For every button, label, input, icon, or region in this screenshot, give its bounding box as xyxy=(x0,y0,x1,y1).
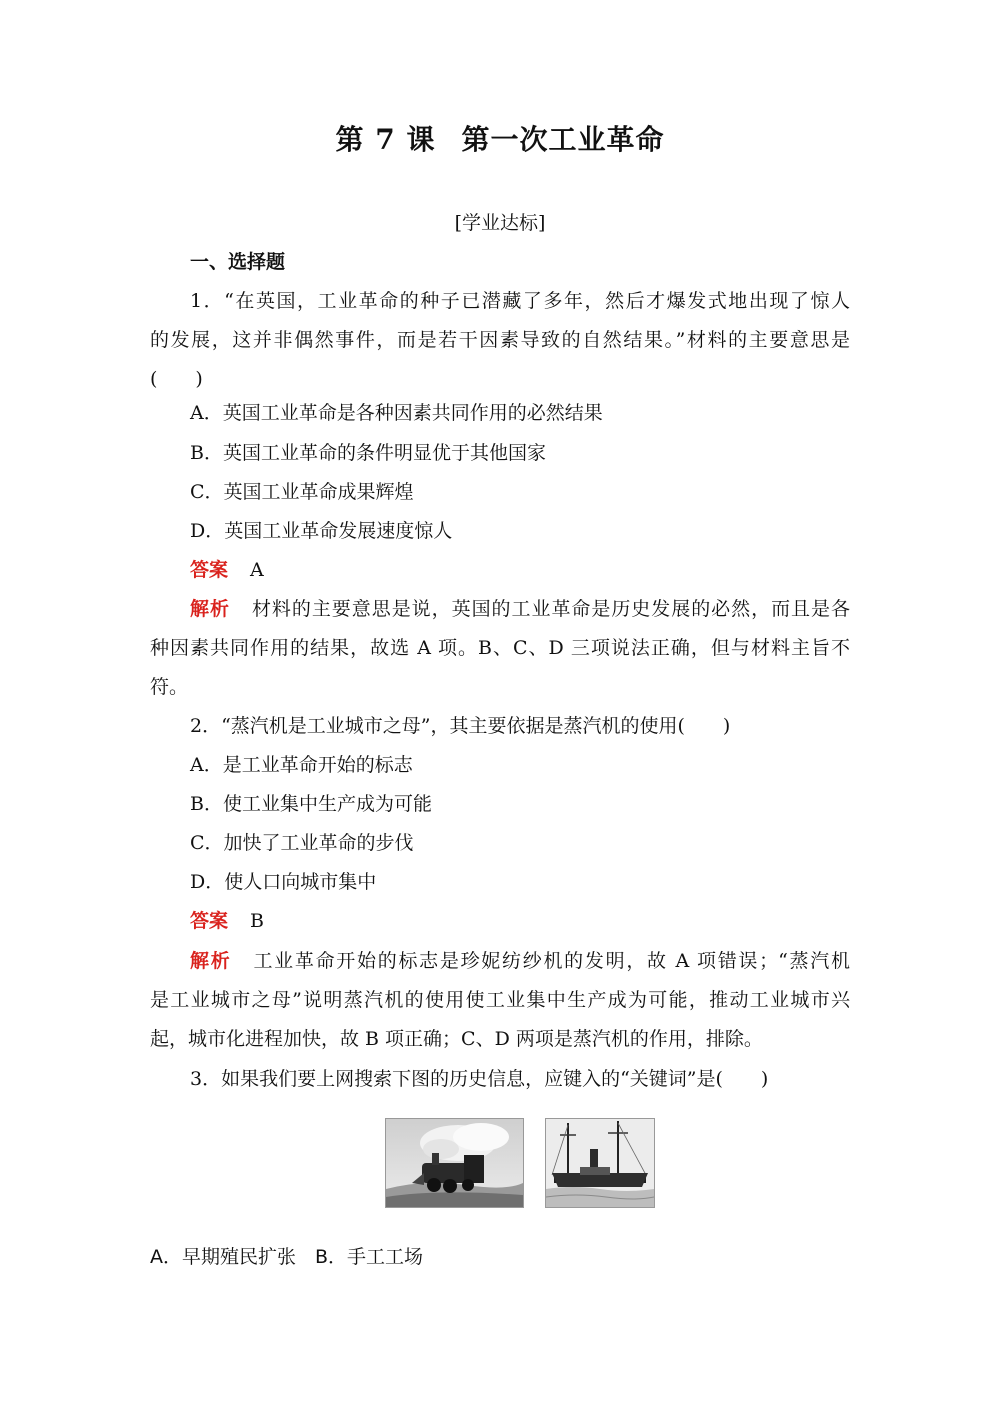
q1-analysis-line: 种因素共同作用的结果，故选 A 项。B、C、D 三项说法正确，但与材料主旨不 xyxy=(150,637,850,659)
q1-option: D．英国工业革命发展速度惊人 xyxy=(190,520,453,542)
answer-label: 答案 xyxy=(190,910,229,932)
q1-stem-line: ( ) xyxy=(150,368,203,390)
q3-options: A．早期殖民扩张 B．手工工场 xyxy=(150,1246,424,1268)
q2-answer xyxy=(190,908,264,934)
q2-analysis-line: 起，城市化进程加快，故 B 项正确；C、D 两项是蒸汽机的作用，排除。 xyxy=(150,1028,763,1050)
q2-option: B．使工业集中生产成为可能 xyxy=(190,793,432,815)
q1-option: B．英国工业革命的条件明显优于其他国家 xyxy=(190,442,546,464)
q2-option: D．使人口向城市集中 xyxy=(190,871,377,893)
section-tag: [学业达标] xyxy=(454,212,546,234)
answer-value: A xyxy=(250,559,264,581)
answer-label: 答案 xyxy=(190,559,229,581)
q2-analysis-line xyxy=(190,948,850,974)
lesson-name: 第一次工业革命 xyxy=(461,123,665,156)
q2-analysis-line: 是工业城市之母”说明蒸汽机的使用使工业集中生产成为可能，推动工业城市兴 xyxy=(150,989,850,1011)
q1-analysis-line xyxy=(190,596,850,622)
lesson-number: 第 7 课 xyxy=(335,123,436,156)
answer-value: B xyxy=(250,910,264,932)
part-heading: 一、选择题 xyxy=(190,251,286,273)
q1-analysis-line: 符。 xyxy=(150,676,189,698)
steam-locomotive-image xyxy=(385,1118,524,1208)
q1-answer xyxy=(190,557,264,583)
q2-option: A．是工业革命开始的标志 xyxy=(190,754,413,776)
q2-stem-line: 2．“蒸汽机是工业城市之母”，其主要依据是蒸汽机的使用( ) xyxy=(190,715,731,737)
q1-stem-line: 的发展，这并非偶然事件，而是若干因素导致的自然结果。”材料的主要意思是 xyxy=(150,329,850,351)
q1-option: A．英国工业革命是各种因素共同作用的必然结果 xyxy=(190,402,603,424)
analysis-label: 解析 xyxy=(190,950,232,972)
q3-stem-line: 3．如果我们要上网搜索下图的历史信息，应键入的“关键词”是( ) xyxy=(190,1068,769,1090)
analysis-text: 材料的主要意思是说，英国的工业革命是历史发展的必然，而且是各 xyxy=(251,598,850,620)
steamship-image xyxy=(545,1118,655,1208)
q2-option: C．加快了工业革命的步伐 xyxy=(190,832,414,854)
q1-stem-line: 1．“在英国，工业革命的种子已潜藏了多年，然后才爆发式地出现了惊人 xyxy=(190,290,850,312)
analysis-label: 解析 xyxy=(190,598,230,620)
page-title xyxy=(0,118,1000,158)
analysis-text: 工业革命开始的标志是珍妮纺纱机的发明，故 A 项错误；“蒸汽机 xyxy=(253,950,850,972)
q1-option: C．英国工业革命成果辉煌 xyxy=(190,481,414,503)
